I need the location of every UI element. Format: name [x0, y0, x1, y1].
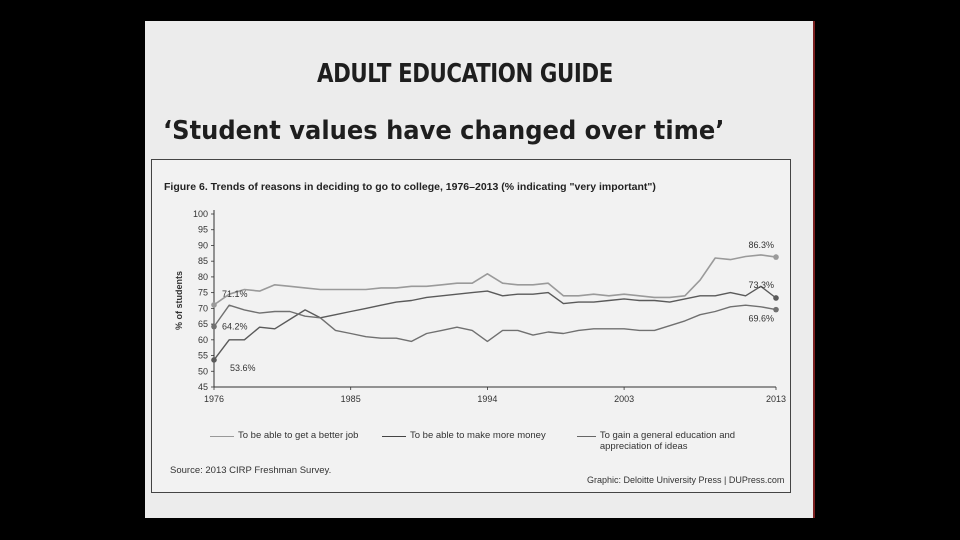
series-line: [214, 286, 776, 360]
data-label: 71.1%: [222, 288, 248, 299]
series-start-marker: [211, 302, 217, 308]
headline: ‘Student values have changed over time’: [163, 116, 725, 146]
y-tick-label: 90: [197, 240, 208, 251]
y-tick-label: 75: [197, 287, 208, 298]
y-tick-label: 95: [197, 224, 208, 235]
legend-item-better-job: [210, 430, 358, 441]
x-tick-label: 2013: [765, 394, 787, 404]
y-tick-label: 45: [197, 382, 208, 392]
figure-title: Figure 6. Trends of reasons in deciding to go to college, 1976–2013 (% indicating "very important"): [164, 181, 656, 193]
newspaper-clipping: [145, 21, 815, 518]
series-end-marker: [773, 307, 779, 313]
data-label: 69.6%: [748, 313, 774, 324]
x-tick-label: 1994: [477, 394, 498, 404]
figure-source: Source: 2013 CIRP Freshman Survey.: [170, 465, 332, 476]
y-tick-label: 80: [197, 271, 208, 282]
data-label: 86.3%: [748, 240, 774, 251]
series-start-marker: [211, 324, 217, 330]
y-tick-label: 65: [197, 319, 208, 330]
x-tick-label: 1985: [340, 394, 361, 404]
figure-box: [151, 159, 791, 493]
y-tick-label: 60: [197, 334, 208, 345]
x-tick-label: 1976: [203, 394, 225, 404]
legend-swatch: [577, 436, 596, 437]
legend-label: To be able to make more money: [410, 430, 546, 441]
legend-label: To gain a general education and appreciation of ideas: [599, 430, 736, 452]
legend-swatch: [210, 436, 234, 437]
line-chart: [152, 160, 792, 460]
graphic-credit: Graphic: Deloitte University Press | DUPress.com: [587, 475, 785, 485]
legend-item-more-money: [382, 430, 546, 441]
series-start-marker: [211, 357, 217, 363]
y-tick-label: 55: [197, 350, 208, 361]
legend-item-general-education: [577, 430, 777, 452]
y-tick-label: 100: [192, 209, 208, 219]
series-end-marker: [773, 295, 779, 301]
legend-label: To be able to get a better job: [238, 430, 359, 441]
data-label: 64.2%: [222, 321, 248, 332]
y-axis-label: % of students: [174, 270, 184, 331]
y-tick-label: 85: [197, 256, 208, 267]
legend-swatch: [382, 436, 406, 437]
series-line: [214, 305, 776, 341]
data-label: 53.6%: [230, 362, 256, 373]
y-tick-label: 70: [197, 303, 208, 314]
data-label: 73.3%: [748, 279, 774, 290]
x-tick-label: 2003: [614, 394, 635, 404]
section-header: ADULT EDUCATION GUIDE: [317, 59, 613, 89]
y-tick-label: 50: [197, 366, 208, 377]
series-end-marker: [773, 254, 779, 260]
